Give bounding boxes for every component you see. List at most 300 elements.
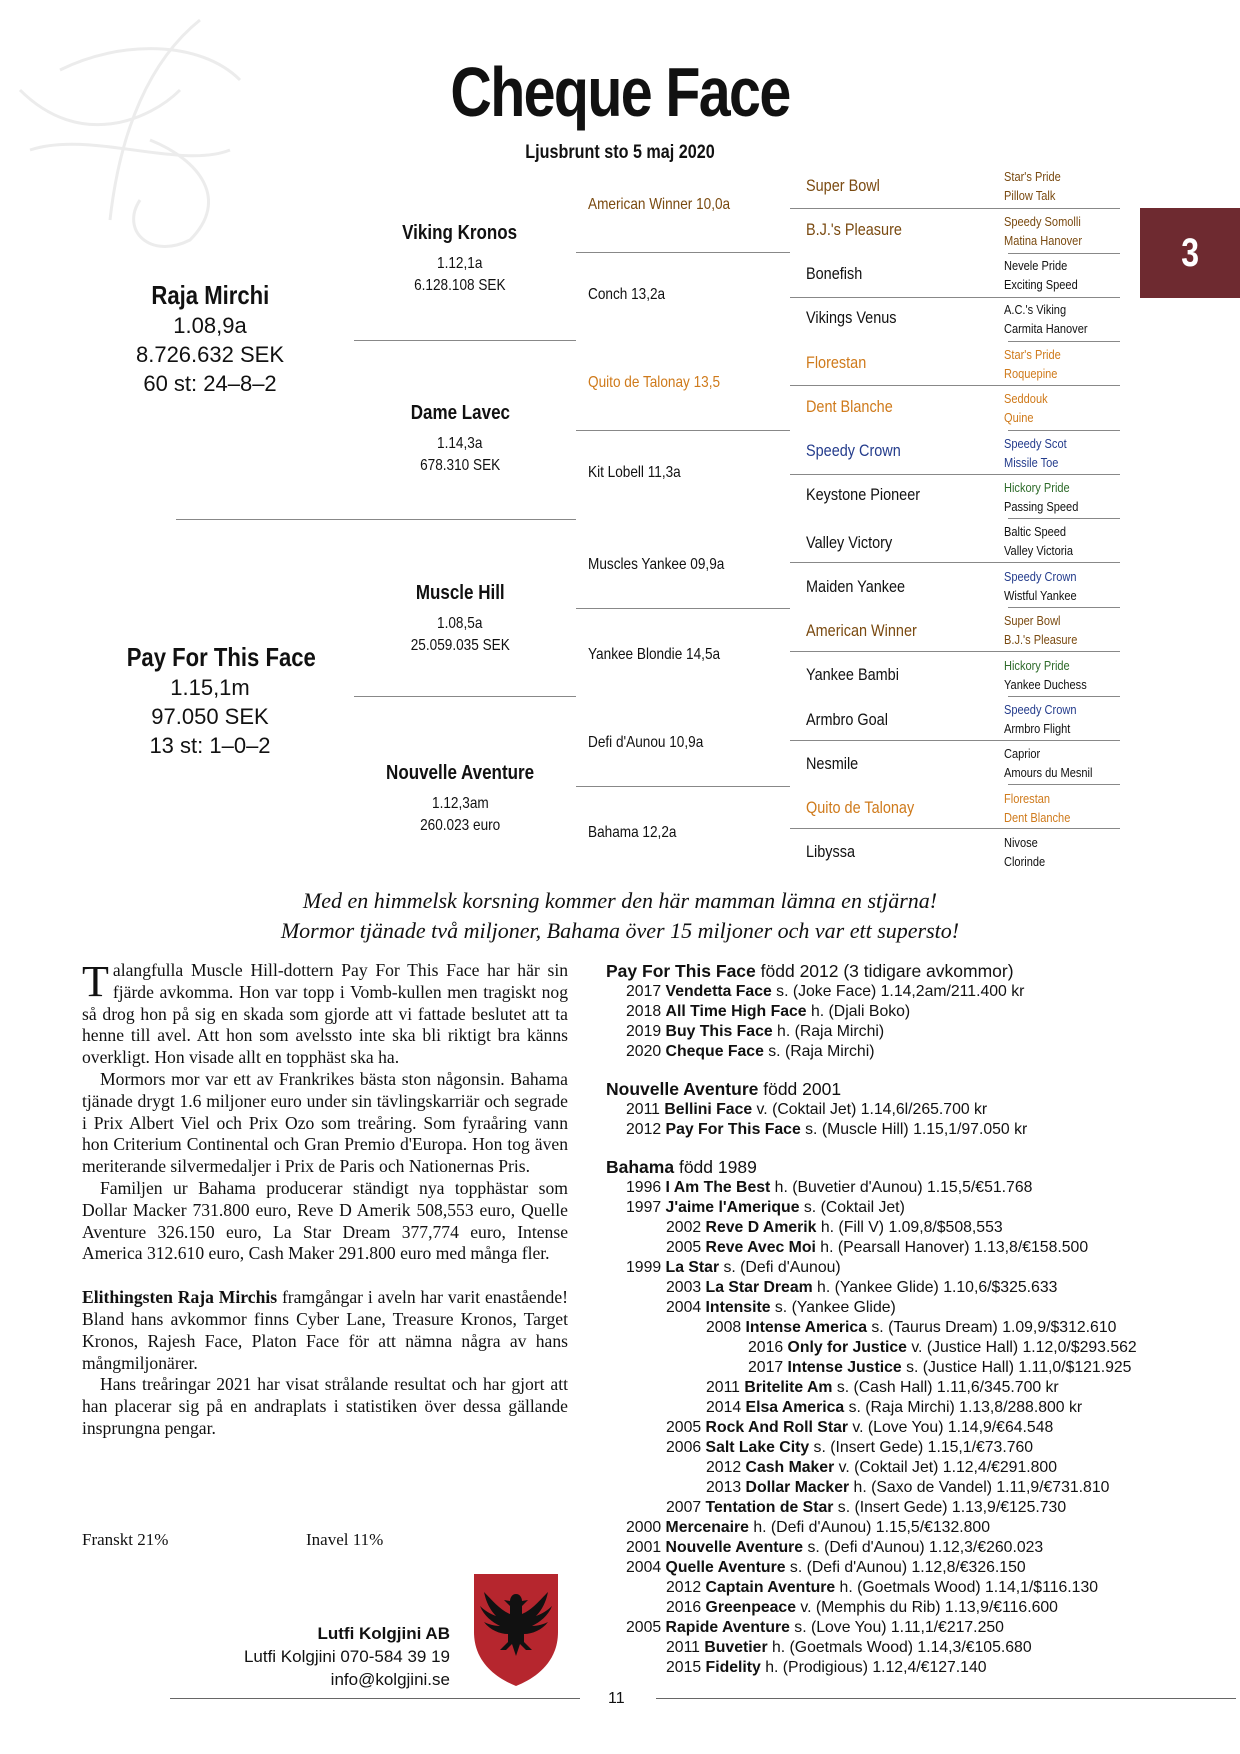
gen2-record: 1.12,3am	[431, 795, 489, 812]
gen4-label: Bonefish	[806, 264, 863, 283]
pedigree-gen2	[360, 582, 560, 657]
gen2-name: Nouvelle Aventure	[385, 762, 535, 784]
offspring-year: 2008	[706, 1319, 742, 1336]
offspring-details: s. (Muscle Hill) 1.15,1/97.050 kr	[800, 1121, 1028, 1138]
offspring-details: s. (Defi d'Aunou) 1.12,8/€326.150	[785, 1559, 1026, 1576]
offspring-name: Dollar Macker	[745, 1479, 850, 1496]
gen2-record: 1.12,1a	[437, 255, 483, 272]
pull-quote	[0, 886, 1240, 946]
pedigree-gen4	[806, 842, 864, 862]
offspring-row	[606, 1298, 1166, 1318]
offspring-year: 2000	[626, 1519, 662, 1536]
offspring-row	[606, 1338, 1166, 1358]
offspring-year: 2015	[666, 1659, 702, 1676]
offspring-year: 2017	[626, 983, 662, 1000]
pedigree-gen3	[588, 646, 743, 664]
albanian-eagle-crest-icon	[470, 1570, 562, 1688]
pedigree-gen5	[1004, 434, 1078, 472]
pedigree-gen5	[1004, 700, 1089, 738]
offspring-row	[606, 1418, 1166, 1438]
pedigree-divider	[790, 385, 1120, 386]
gen2-record: 1.08,5a	[437, 615, 483, 632]
offspring-details: s. (Insert Gede) 1.15,1/€73.760	[809, 1439, 1034, 1456]
gen5-sire: Super Bowl	[1004, 613, 1061, 628]
offspring-row	[606, 1538, 1166, 1558]
gen4-label: Nesmile	[806, 754, 859, 773]
family-mare-name: Bahama	[606, 1157, 675, 1177]
gen5-dam: Roquepine	[1004, 366, 1058, 381]
offspring-name: Mercenaire	[665, 1519, 749, 1536]
gen5-dam: Clorinde	[1004, 854, 1046, 869]
paragraph	[82, 957, 568, 1069]
gen3-label: Defi d'Aunou 10,9a	[588, 734, 704, 751]
offspring-row	[606, 1578, 1166, 1598]
offspring-year: 1996	[626, 1179, 662, 1196]
gen5-dam: Matina Hanover	[1004, 233, 1083, 248]
offspring-year: 2012	[666, 1579, 702, 1596]
pedigree-divider	[790, 208, 1120, 209]
gen5-sire: Speedy Scot	[1004, 436, 1067, 451]
gen3-label: Yankee Blondie 14,5a	[588, 646, 721, 663]
pedigree-sire	[110, 280, 310, 398]
offspring-row	[606, 1638, 1166, 1658]
offspring-details: v. (Coktail Jet) 1.14,6l/265.700 kr	[752, 1101, 988, 1118]
pedigree-gen4	[806, 621, 936, 641]
gen5-sire: Caprior	[1004, 746, 1041, 761]
gen5-dam: Valley Victoria	[1004, 543, 1073, 558]
inbreeding-percent: Inavel 11%	[306, 1530, 384, 1549]
gen2-name: Viking Kronos	[402, 222, 518, 244]
paragraph-text: alangfulla Muscle Hill-dottern Pay For This Face har här sin fjärde avkomma. Hon var topp i Vomb-kullen men tragiskt nog så drog hon på sig en skada som gjorde att vi fattade beslutet att ta henne till avel. Att hon som avelssto inte ska bli riktigt bra känns overkligt. Hon visade allt en topphäst ska ha.	[82, 960, 568, 1068]
offspring-row	[606, 1278, 1166, 1298]
offspring-year: 2004	[626, 1559, 662, 1576]
gen5-dam: Quine	[1004, 410, 1034, 425]
offspring-name: Only for Justice	[787, 1339, 907, 1356]
offspring-name: Pay For This Face	[665, 1121, 801, 1138]
gen3-label: American Winner 10,0a	[588, 196, 731, 213]
gen5-dam: Carmita Hanover	[1004, 321, 1088, 336]
dam-name: Pay For This Face	[126, 642, 316, 672]
gen5-dam: Exciting Speed	[1004, 277, 1078, 292]
company-info	[180, 1622, 450, 1691]
family-heading	[606, 960, 1166, 982]
offspring-details: s. (Raja Mirchi)	[763, 1043, 875, 1060]
footer-rule	[170, 1698, 580, 1699]
offspring-year: 2005	[626, 1619, 662, 1636]
offspring-name: J'aime l'Amerique	[665, 1199, 800, 1216]
gen4-label: Florestan	[806, 353, 867, 372]
pedigree-gen3	[588, 556, 748, 574]
offspring-details: s. (Raja Mirchi) 1.13,8/288.800 kr	[844, 1399, 1083, 1416]
offspring-year: 2005	[666, 1239, 702, 1256]
offspring-details: h. (Raja Mirchi)	[772, 1023, 885, 1040]
gen2-earnings: 6.128.108 SEK	[414, 277, 506, 294]
offspring-year: 2016	[748, 1339, 784, 1356]
offspring-name: Salt Lake City	[705, 1439, 810, 1456]
gen5-sire: Nevele Pride	[1004, 258, 1068, 273]
page-title: Cheque Face	[450, 53, 790, 131]
paragraph: Familjen ur Bahama producerar ständigt nya topphästar som Dollar Macker 731.800 euro, Reve D Amerik 508,553 euro, Quelle Aventure 326.150 euro, La Star Dream 377,774 euro, Intense America 312.610 euro, Cash Maker 291.800 euro med många fler.	[82, 1177, 568, 1264]
pedigree-divider	[576, 252, 790, 253]
offspring-year: 2012	[706, 1459, 742, 1476]
pedigree-gen4	[806, 533, 907, 553]
gen2-earnings: 260.023 euro	[419, 817, 501, 834]
offspring-year: 1997	[626, 1199, 662, 1216]
offspring-row	[606, 1558, 1166, 1578]
offspring-details: s. (Yankee Glide)	[770, 1299, 896, 1316]
offspring-details: v. (Memphis du Rib) 1.13,9/€116.600	[796, 1599, 1058, 1616]
offspring-name: Intense Justice	[787, 1359, 902, 1376]
pedigree-gen4	[806, 485, 940, 505]
pedigree-divider	[1008, 430, 1120, 431]
family-mare-info: född 1989	[674, 1157, 757, 1177]
gen5-dam: Pillow Talk	[1004, 188, 1056, 203]
offspring-year: 2012	[626, 1121, 662, 1138]
page-number: 11	[608, 1690, 625, 1707]
family-mare-name: Nouvelle Aventure	[606, 1079, 759, 1099]
offspring-name: Cheque Face	[665, 1043, 764, 1060]
pedigree-divider	[790, 651, 1120, 652]
sire-earnings: 8.726.632 SEK	[135, 342, 284, 367]
offspring-year: 2011	[626, 1101, 660, 1118]
offspring-details: s. (Justice Hall) 1.11,0/$121.925	[901, 1359, 1132, 1376]
offspring-name: Rapide Aventure	[665, 1619, 790, 1636]
offspring-row	[606, 1658, 1166, 1678]
offspring-row	[606, 1002, 1166, 1022]
pedigree-gen4	[806, 798, 933, 818]
offspring-row	[606, 1120, 1166, 1140]
pedigree-gen4	[806, 754, 867, 774]
offspring-name: Fidelity	[705, 1659, 761, 1676]
offspring-name: La Star Dream	[705, 1279, 813, 1296]
gen5-sire: Hickory Pride	[1004, 658, 1070, 673]
gen5-dam: B.J.'s Pleasure	[1004, 632, 1078, 647]
offspring-row	[606, 1258, 1166, 1278]
bold-lead: Elithingsten Raja Mirchis	[82, 1287, 278, 1308]
offspring-name: Buy This Face	[665, 1023, 773, 1040]
pedigree-gen5	[1004, 833, 1052, 871]
offspring-name: Captain Aventure	[705, 1579, 836, 1596]
offspring-row	[606, 1042, 1166, 1062]
gen5-sire: Speedy Crown	[1004, 702, 1077, 717]
offspring-details: s. (Cash Hall) 1.11,6/345.700 kr	[832, 1379, 1059, 1396]
pedigree-gen3	[588, 464, 697, 482]
pedigree-gen3	[588, 286, 679, 304]
pedigree-gen2	[360, 222, 560, 297]
gen5-sire: A.C.'s Viking	[1004, 302, 1067, 317]
offspring-row	[606, 1498, 1166, 1518]
gen5-sire: Star's Pride	[1004, 169, 1061, 184]
offspring-row	[606, 1518, 1166, 1538]
gen4-label: American Winner	[806, 621, 917, 640]
offspring-name: Nouvelle Aventure	[665, 1539, 804, 1556]
paragraph: Hans treåringar 2021 har visat strålande resultat och har gjort att han placerar sig på en andraplats i statistiken över dessa gällande insprungna pengar.	[82, 1374, 568, 1438]
pedigree-divider	[1008, 253, 1120, 254]
gen4-label: Vikings Venus	[806, 308, 897, 327]
offspring-year: 2003	[666, 1279, 702, 1296]
french-percent: Franskt 21%	[82, 1530, 169, 1549]
offspring-details: h. (Goetmals Wood) 1.14,1/$116.130	[835, 1579, 1099, 1596]
gen3-label: Bahama 12,2a	[588, 824, 677, 841]
gen3-label: Conch 13,2a	[588, 286, 666, 303]
offspring-row	[606, 1358, 1166, 1378]
offspring-year: 2011	[706, 1379, 740, 1396]
offspring-name: Greenpeace	[705, 1599, 796, 1616]
offspring-year: 1999	[626, 1259, 662, 1276]
offspring-name: Bellini Face	[664, 1101, 753, 1118]
pedigree-divider	[1008, 607, 1120, 608]
offspring-details: h. (Buvetier d'Aunou) 1.15,5/€51.768	[770, 1179, 1033, 1196]
offspring-name: Britelite Am	[744, 1379, 833, 1396]
offspring-name: Intense America	[745, 1319, 868, 1336]
gen4-label: Quito de Talonay	[806, 798, 915, 817]
pedigree-gen5	[1004, 656, 1101, 694]
offspring-details: s. (Defi d'Aunou) 1.12,3/€260.023	[803, 1539, 1044, 1556]
pedigree-gen5	[1004, 567, 1090, 605]
company-name: Lutfi Kolgjini AB	[317, 1624, 450, 1643]
gen2-name: Muscle Hill	[415, 582, 505, 604]
offspring-name: Cash Maker	[745, 1459, 835, 1476]
family-mare-info: född 2012 (3 tidigare avkommor)	[755, 961, 1014, 981]
offspring-details: h. (Pearsall Hanover) 1.13,8/€158.500	[815, 1239, 1089, 1256]
family-heading	[606, 1156, 1166, 1178]
offspring-row	[606, 1100, 1166, 1120]
offspring-name: Quelle Aventure	[665, 1559, 786, 1576]
offspring-name: Intensite	[705, 1299, 771, 1316]
pedigree-gen4	[806, 220, 919, 240]
pedigree-gen5	[1004, 389, 1055, 427]
pedigree-gen4	[806, 308, 912, 328]
gen4-label: Maiden Yankee	[806, 577, 906, 596]
paragraph: Mormors mor var ett av Frankrikes bästa ston någonsin. Bahama tjänade drygt 1.6 miljoner euro under sin tävlingskarriär och segrade i Prix Albert Viel och Prix Ozo som treåring. Som fyraåring vann hon Criterium Continental och Gran Premio d'Europa. Hon tog även meriterande silvermedaljer i Prix de Paris och Nationernas Pris.	[82, 1068, 568, 1177]
offspring-row	[606, 1598, 1166, 1618]
offspring-row	[606, 1378, 1166, 1398]
offspring-details: s. (Coktail Jet)	[799, 1199, 905, 1216]
pedigree-divider	[790, 828, 1120, 829]
gen3-label: Kit Lobell 11,3a	[588, 464, 681, 481]
offspring-details: s. (Love You) 1.11,1/€217.250	[789, 1619, 1004, 1636]
offspring-year: 2001	[626, 1539, 662, 1556]
gen2-earnings: 678.310 SEK	[419, 457, 501, 474]
pedigree-gen2	[360, 402, 560, 477]
offspring-row	[606, 1022, 1166, 1042]
offspring-row	[606, 1398, 1166, 1418]
offspring-details: h. (Yankee Glide) 1.10,6/$325.633	[812, 1279, 1058, 1296]
gen5-sire: Speedy Crown	[1004, 569, 1077, 584]
gen5-sire: Star's Pride	[1004, 347, 1061, 362]
pedigree-divider	[790, 562, 1120, 563]
pedigree-gen4	[806, 397, 908, 417]
offspring-details: h. (Defi d'Aunou) 1.15,5/€132.800	[748, 1519, 990, 1536]
offspring-year: 2018	[626, 1003, 662, 1020]
gen4-label: Armbro Goal	[806, 710, 888, 729]
pedigree-divider	[1008, 696, 1120, 697]
offspring-row	[606, 1618, 1166, 1638]
offspring-row	[606, 1238, 1166, 1258]
gen5-dam: Amours du Mesnil	[1004, 765, 1093, 780]
pedigree-divider	[1008, 341, 1120, 342]
pedigree-gen5	[1004, 522, 1085, 560]
offspring-row	[606, 1458, 1166, 1478]
gen5-sire: Seddouk	[1004, 391, 1048, 406]
quote-line: Mormor tjänade två miljoner, Bahama över 15 miljoner och var ett supersto!	[280, 918, 960, 943]
pedigree-dam	[110, 642, 316, 760]
pedigree-divider	[354, 340, 576, 341]
offspring-details: s. (Insert Gede) 1.13,9/€125.730	[833, 1499, 1067, 1516]
offspring-year: 2005	[666, 1419, 702, 1436]
pedigree-gen3	[588, 196, 755, 214]
offspring-row	[606, 982, 1166, 1002]
paragraph-text: framgångar i aveln har varit enastående! Bland hans avkommor finns Cyber Lane, Treasure Kronos, Target Kronos, Rajesh Face, Platon Face för att nämna några av hans mångmiljonärer.	[82, 1287, 568, 1373]
gen4-label: Valley Victory	[806, 533, 893, 552]
offspring-details: h. (Goetmals Wood) 1.14,3/€105.680	[767, 1639, 1032, 1656]
sire-starts: 60 st: 24–8–2	[143, 371, 277, 396]
offspring-year: 2011	[666, 1639, 700, 1656]
company-contact: Lutfi Kolgjini 070-584 39 19	[243, 1647, 450, 1666]
pedigree-gen5	[1004, 744, 1108, 782]
family-list	[606, 960, 1166, 1678]
offspring-row	[606, 1318, 1166, 1338]
offspring-name: Reve D Amerik	[705, 1219, 817, 1236]
pedigree-divider	[790, 474, 1120, 475]
article-body	[82, 957, 568, 1440]
company-email[interactable]: info@kolgjini.se	[330, 1670, 450, 1689]
pedigree-gen2	[360, 762, 560, 837]
drop-cap: T	[82, 957, 109, 1006]
family-mare-info: född 2001	[758, 1079, 842, 1099]
pedigree-gen4	[806, 176, 893, 196]
gen3-label: Muscles Yankee 09,9a	[588, 556, 725, 573]
offspring-name: La Star	[665, 1259, 720, 1276]
pedigree-gen4	[806, 353, 877, 373]
gen5-sire: Nivose	[1004, 835, 1038, 850]
family-mare-name: Pay For This Face	[606, 961, 756, 981]
pedigree-divider	[1008, 518, 1120, 519]
gen5-sire: Speedy Somolli	[1004, 214, 1081, 229]
offspring-year: 2019	[626, 1023, 662, 1040]
pedigree-gen5	[1004, 478, 1091, 516]
offspring-name: Reve Avec Moi	[705, 1239, 816, 1256]
offspring-details: s. (Defi d'Aunou)	[719, 1259, 841, 1276]
quote-line: Med en himmelsk korsning kommer den här mamman lämna en stjärna!	[302, 888, 938, 913]
gen4-label: Libyssa	[806, 842, 855, 861]
pedigree-gen3	[588, 734, 724, 752]
offspring-name: I Am The Best	[665, 1179, 771, 1196]
pedigree-gen5	[1004, 256, 1091, 294]
gen2-earnings: 25.059.035 SEK	[410, 637, 510, 654]
pedigree-gen3	[588, 824, 692, 842]
offspring-details: v. (Justice Hall) 1.12,0/$293.562	[906, 1339, 1137, 1356]
offspring-details: s. (Taurus Dream) 1.09,9/$312.610	[867, 1319, 1117, 1336]
gen5-dam: Dent Blanche	[1004, 810, 1071, 825]
pedigree-gen4	[806, 710, 902, 730]
gen5-sire: Florestan	[1004, 791, 1051, 806]
sire-record: 1.08,9a	[173, 313, 247, 338]
pedigree-gen4	[806, 577, 923, 597]
offspring-name: Rock And Roll Star	[705, 1419, 849, 1436]
gen5-dam: Wistful Yankee	[1004, 588, 1077, 603]
offspring-row	[606, 1438, 1166, 1458]
gen4-label: Speedy Crown	[806, 441, 901, 460]
offspring-details: v. (Coktail Jet) 1.12,4/€291.800	[834, 1459, 1057, 1476]
offspring-row	[606, 1478, 1166, 1498]
pedigree-gen3	[588, 374, 743, 392]
offspring-year: 2016	[666, 1599, 702, 1616]
pedigree-gen5	[1004, 167, 1071, 205]
gen4-label: Dent Blanche	[806, 397, 893, 416]
offspring-details: s. (Joke Face) 1.14,2am/211.400 kr	[771, 983, 1025, 1000]
gen5-dam: Armbro Flight	[1004, 721, 1071, 736]
pedigree-divider	[790, 740, 1120, 741]
pedigree-divider	[576, 608, 790, 609]
pedigree-gen5	[1004, 212, 1096, 250]
offspring-year: 2013	[706, 1479, 742, 1496]
pedigree-divider	[790, 297, 1120, 298]
offspring-details: v. (Love You) 1.14,9/€64.548	[848, 1419, 1054, 1436]
offspring-details: h. (Saxo de Vandel) 1.11,9/€731.810	[849, 1479, 1110, 1496]
gen5-dam: Missile Toe	[1004, 455, 1059, 470]
offspring-name: Vendetta Face	[665, 983, 772, 1000]
offspring-details: h. (Fill V) 1.09,8/$508,553	[816, 1219, 1003, 1236]
gen4-label: Yankee Bambi	[806, 665, 899, 684]
dam-starts: 13 st: 1–0–2	[149, 733, 271, 758]
pedigree-gen5	[1004, 345, 1071, 383]
stats-line	[82, 1530, 383, 1550]
pedigree-divider	[354, 696, 576, 697]
offspring-row	[606, 1218, 1166, 1238]
footer-rule	[656, 1698, 1236, 1699]
gen2-record: 1.14,3a	[437, 435, 483, 452]
pedigree-divider	[176, 519, 576, 520]
pedigree-divider	[576, 786, 790, 787]
sire-name: Raja Mirchi	[151, 280, 269, 310]
offspring-year: 2002	[666, 1219, 702, 1236]
offspring-year: 2004	[666, 1299, 702, 1316]
family-heading	[606, 1078, 1166, 1100]
gen5-sire: Baltic Speed	[1004, 524, 1067, 539]
offspring-row	[606, 1198, 1166, 1218]
offspring-year: 2014	[706, 1399, 742, 1416]
page-subtitle: Ljusbrunt sto 5 maj 2020	[525, 142, 715, 163]
pedigree-gen5	[1004, 300, 1102, 338]
offspring-name: All Time High Face	[665, 1003, 807, 1020]
dam-record: 1.15,1m	[170, 675, 250, 700]
gen2-name: Dame Lavec	[410, 402, 510, 424]
gen3-label: Quito de Talonay 13,5	[588, 374, 721, 391]
gen5-dam: Yankee Duchess	[1004, 677, 1087, 692]
gen4-label: Keystone Pioneer	[806, 485, 921, 504]
offspring-details: h. (Prodigious) 1.12,4/€127.140	[760, 1659, 987, 1676]
pedigree-gen4	[806, 264, 872, 284]
offspring-row	[606, 1178, 1166, 1198]
pedigree-divider	[1008, 784, 1120, 785]
pedigree-divider	[576, 430, 790, 431]
offspring-year: 2020	[626, 1043, 662, 1060]
offspring-name: Elsa America	[745, 1399, 845, 1416]
pedigree-gen4	[806, 665, 915, 685]
gen4-label: B.J.'s Pleasure	[806, 220, 902, 239]
paragraph	[82, 1287, 568, 1374]
offspring-details: h. (Djali Boko)	[806, 1003, 911, 1020]
offspring-year: 2007	[666, 1499, 702, 1516]
pedigree-gen5	[1004, 789, 1082, 827]
pedigree-gen5	[1004, 611, 1090, 649]
pedigree-gen4	[806, 441, 918, 461]
gen4-label: Super Bowl	[806, 176, 880, 195]
offspring-year: 2017	[748, 1359, 784, 1376]
gen5-dam: Passing Speed	[1004, 499, 1079, 514]
section-tab: 3	[1140, 208, 1240, 298]
